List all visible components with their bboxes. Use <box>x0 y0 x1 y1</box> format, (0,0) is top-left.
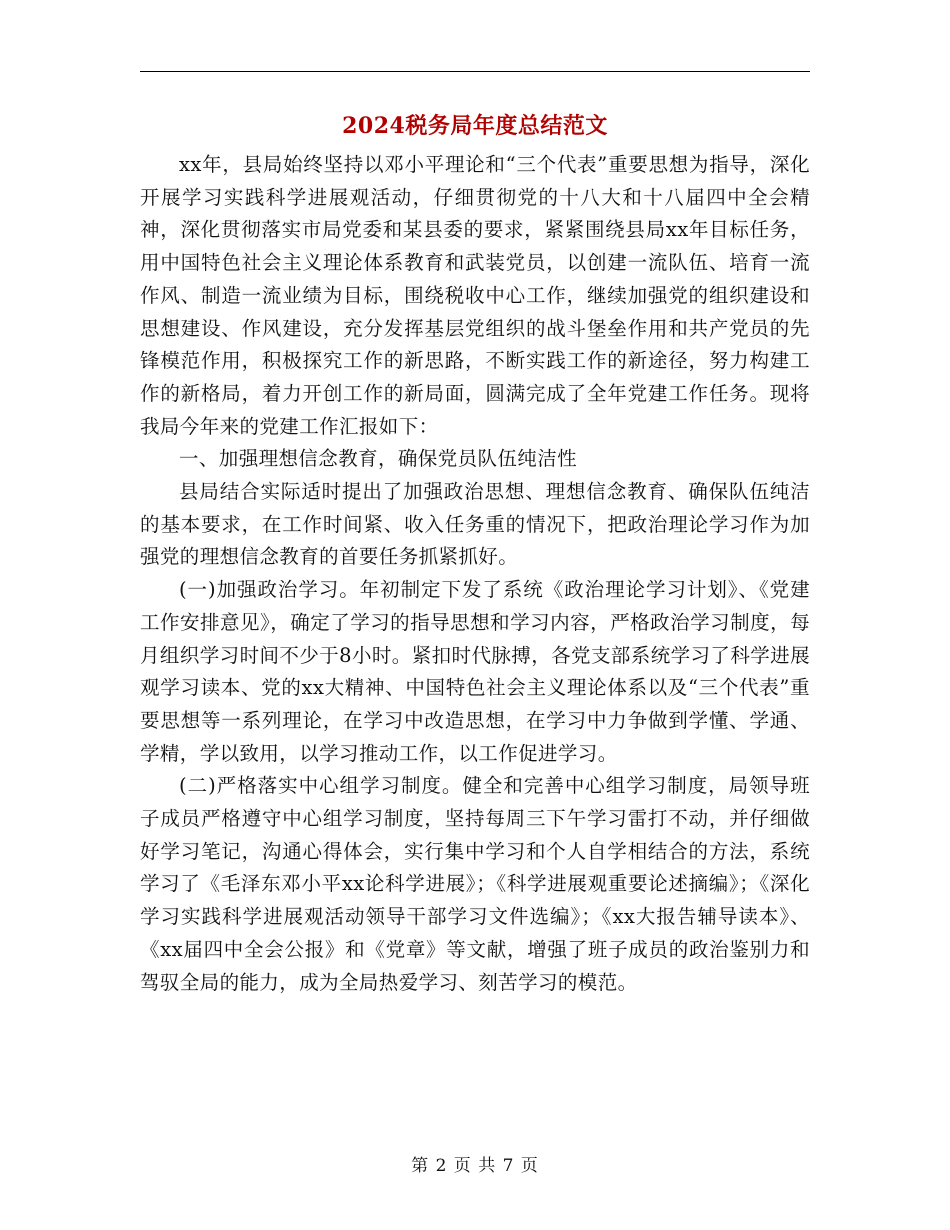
section-intro-paragraph: 县局结合实际适时提出了加强政治思想、理想信念教育、确保队伍纯洁的基本要求，在工作时间紧、收入任务重的情况下，把政治理论学习作为加强党的理想信念教育的首要任务抓紧抓好。 <box>140 480 810 569</box>
header-rule <box>140 71 810 72</box>
political-study-paragraph: (一)加强政治学习。年初制定下发了系统《政治理论学习计划》、《党建工作安排意见》，确定了学习的指导思想和学习内容，严格政治学习制度，每月组织学习时间不少于8小时。紧扣时代脉搏，各党支部系统学习了科学进展观学习读本、党的xx大精神、中国特色社会主义理论体系以及“三个代表”重要思想等一系列理论，在学习中改造思想，在学习中力争做到学懂、学通、学精，学以致用，以学习推动工作，以工作促进学习。 <box>140 578 810 765</box>
document-body <box>140 149 810 999</box>
document-title: 2024税务局年度总结范文 <box>342 113 608 139</box>
section-heading: 一、加强理想信念教育，确保党员队伍纯洁性 <box>179 447 578 471</box>
intro-paragraph: xx年，县局始终坚持以邓小平理论和“三个代表”重要思想为指导，深化开展学习实践科学进展观活动，仔细贯彻党的十八大和十八届四中全会精神，深化贯彻落实市局党委和某县委的要求，紧紧围绕县局xx年目标任务，用中国特色社会主义理论体系教育和武装党员，以创建一流队伍、培育一流作风、制造一流业绩为目标，围绕税收中心工作，继续加强党的组织建设和思想建设、作风建设，充分发挥基层党组织的战斗堡垒作用和共产党员的先锋模范作用，积极探究工作的新思路，不断实践工作的新途径，努力构建工作的新格局，着力开创工作的新局面，圆满完成了全年党建工作任务。现将我局今年来的党建工作汇报如下： <box>140 153 810 438</box>
page-number: 第 2 页 共 7 页 <box>411 1156 539 1176</box>
center-group-study-paragraph: (二)严格落实中心组学习制度。健全和完善中心组学习制度，局领导班子成员严格遵守中心组学习制度，坚持每周三下午学习雷打不动，并仔细做好学习笔记，沟通心得体会，实行集中学习和个人自学相结合的方法，系统学习了《毛泽东邓小平xx论科学进展》；《科学进展观重要论述摘编》；《深化学习实践科学进展观活动领导干部学习文件选编》；《xx大报告辅导读本》、《xx届四中全会公报》和《党章》等文献，增强了班子成员的政治鉴别力和驾驭全局的能力，成为全局热爱学习、刻苦学习的模范。 <box>140 774 810 994</box>
